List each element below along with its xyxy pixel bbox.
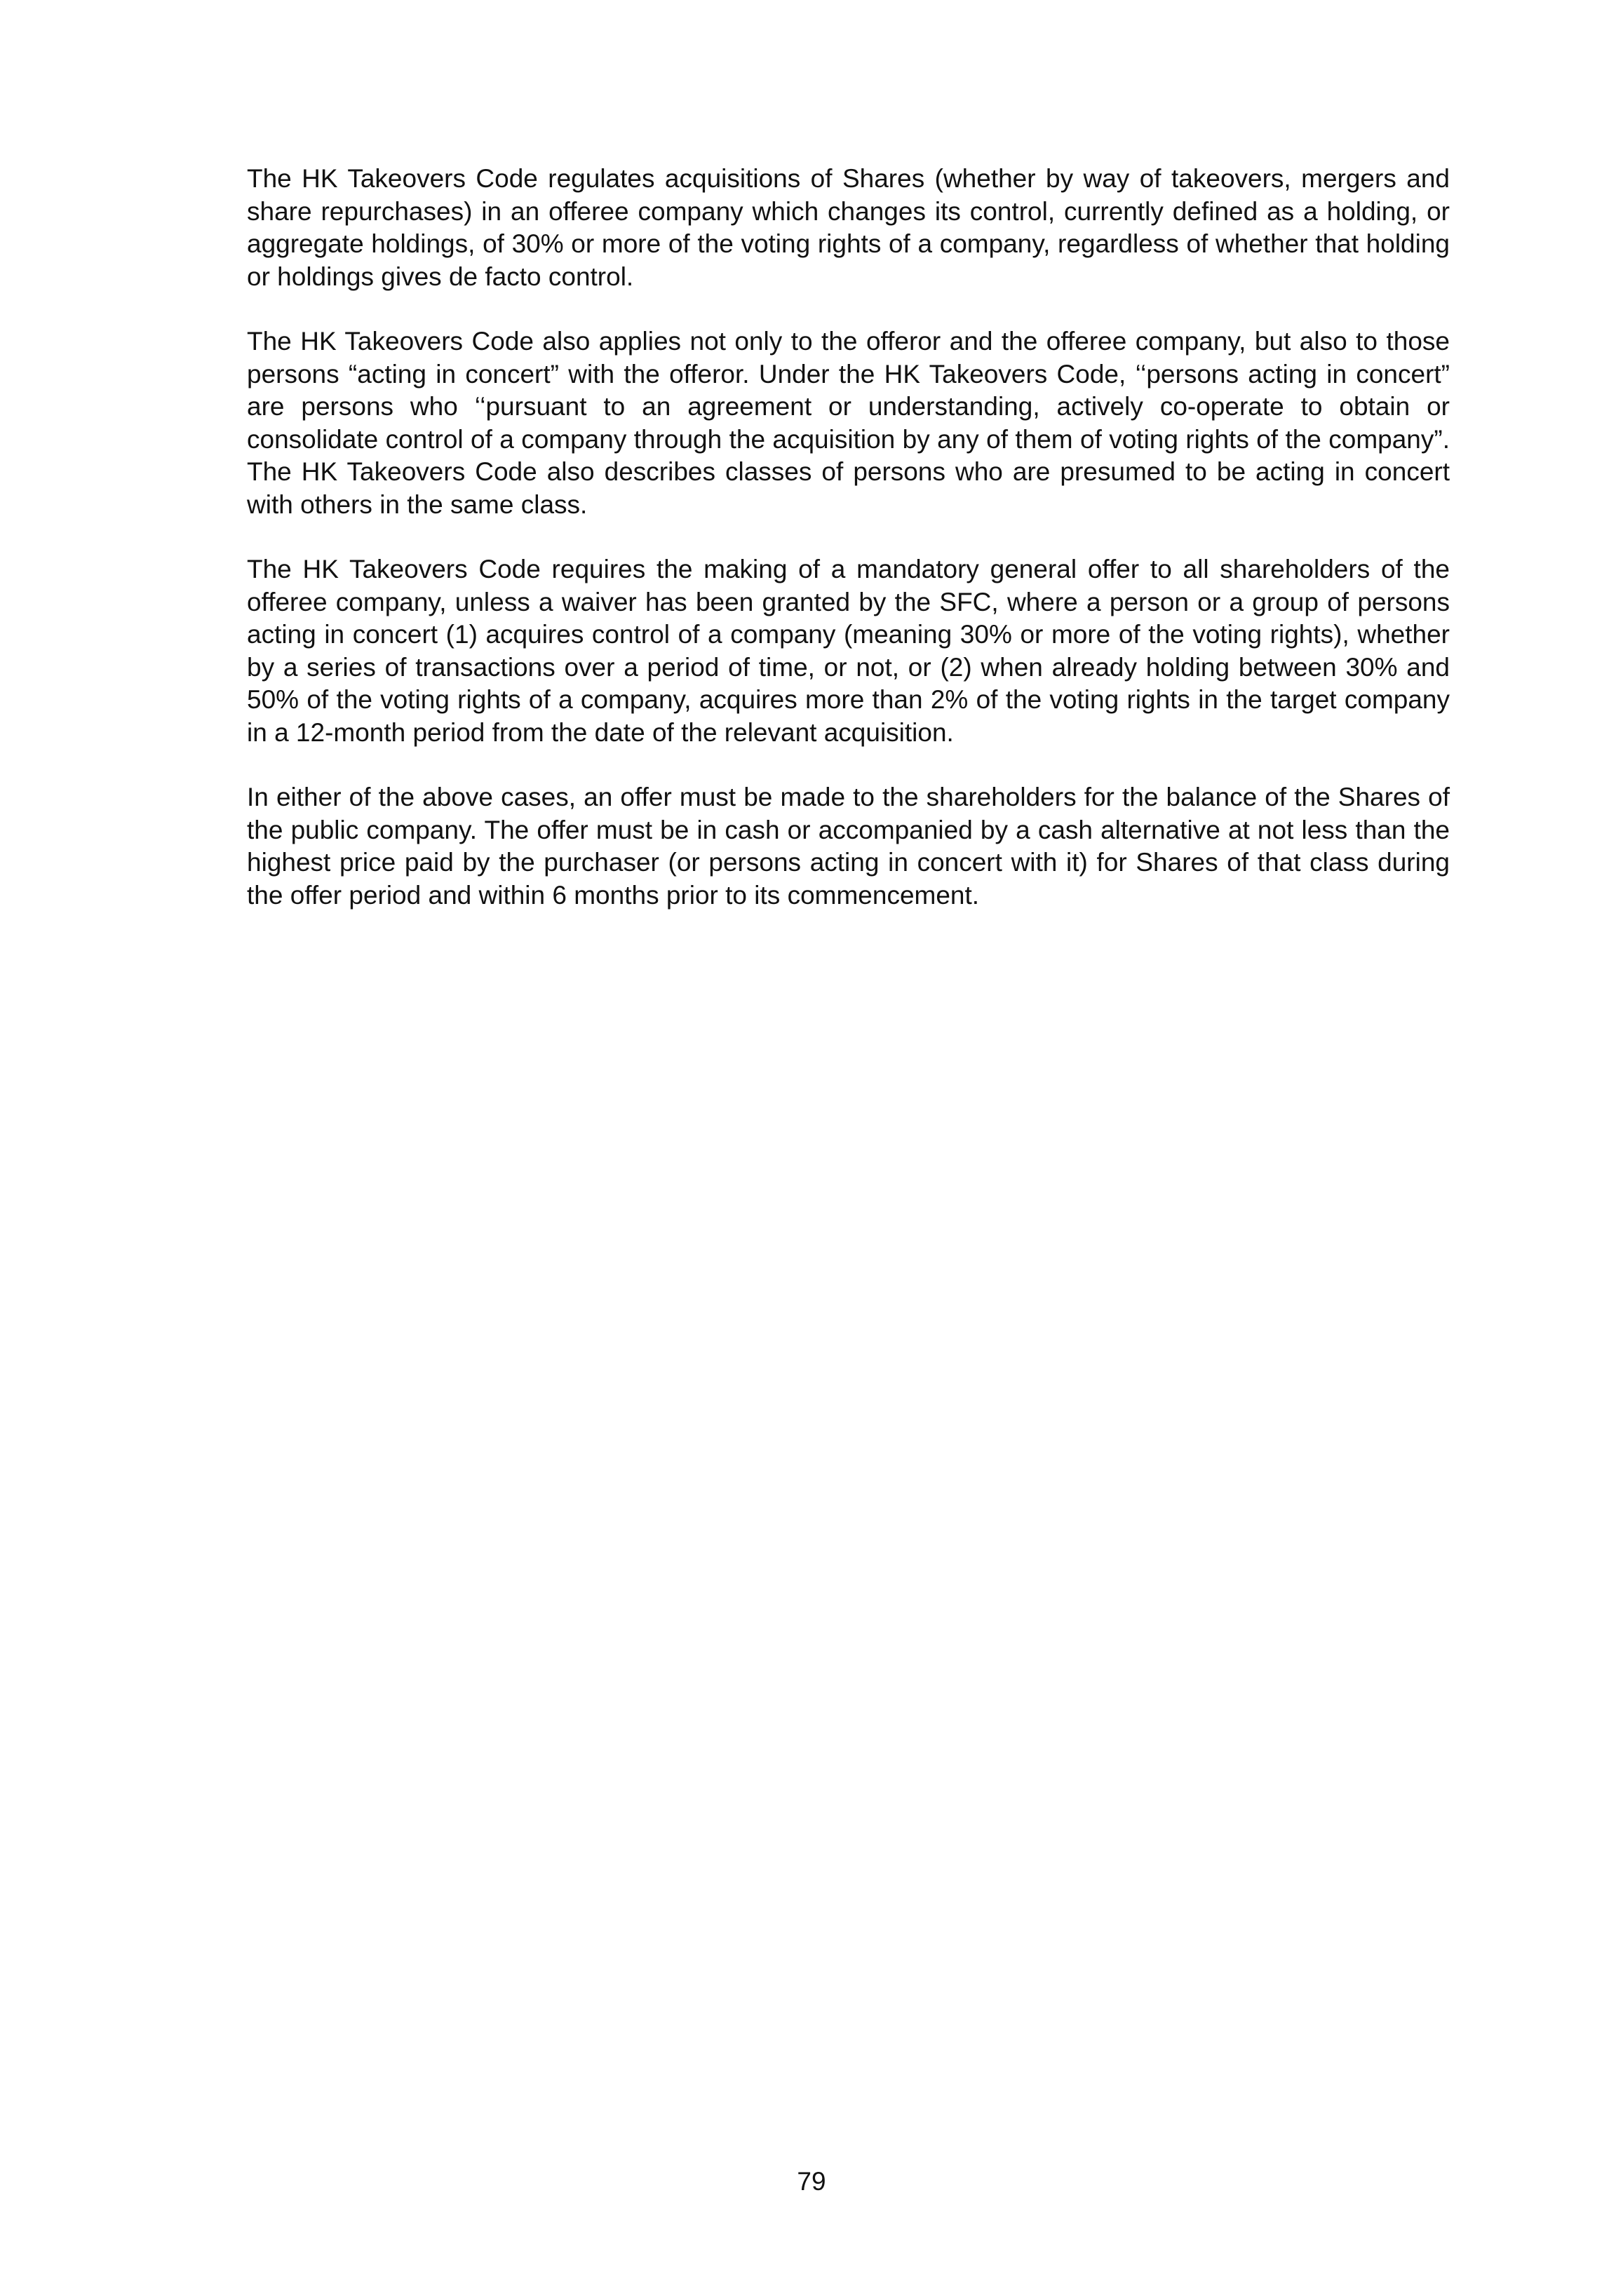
paragraph-3: The HK Takeovers Code requires the making of a mandatory general offer to all shareholders of the offeree company, unless a waiver has been granted by the SFC, where a person or a group of persons acting in concert (1) acquires control of a company (meaning 30% or more of the voting rights), whether by a series of transactions over a period of time, or not, or (2) when already holding between 30% and 50% of the voting rights of a company, acquires more than 2% of the voting rights in the target company in a 12-month period from the date of the relevant acquisition. <box>247 555 1450 747</box>
paragraph-2: The HK Takeovers Code also applies not only to the offeror and the offeree company, but also to those persons “acting in concert” with the offeror. Under the HK Takeovers Code, ‘‘persons acting in concert” are persons who ‘‘pursuant to an agreement or understanding, actively co-operate to obtain or consolidate control of a company through the acquisition by any of them of voting rights of the company”. The HK Takeovers Code also describes classes of persons who are presumed to be acting in concert with others in the same class. <box>247 327 1450 519</box>
paragraph-4: In either of the above cases, an offer must be made to the shareholders for the balance of the Shares of the public company. The offer must be in cash or accompanied by a cash alternative at not less than the highest price paid by the purchaser (or persons acting in concert with it) for Shares of that class during the offer period and within 6 months prior to its commencement. <box>247 783 1450 910</box>
body-text <box>247 163 1450 944</box>
paragraph-1: The HK Takeovers Code regulates acquisitions of Shares (whether by way of takeovers, mergers and share repurchases) in an offeree company which changes its control, currently defined as a holding, or aggregate holdings, of 30% or more of the voting rights of a company, regardless of whether that holding or holdings gives de facto control. <box>247 164 1450 291</box>
page-number: 79 <box>797 2167 826 2196</box>
